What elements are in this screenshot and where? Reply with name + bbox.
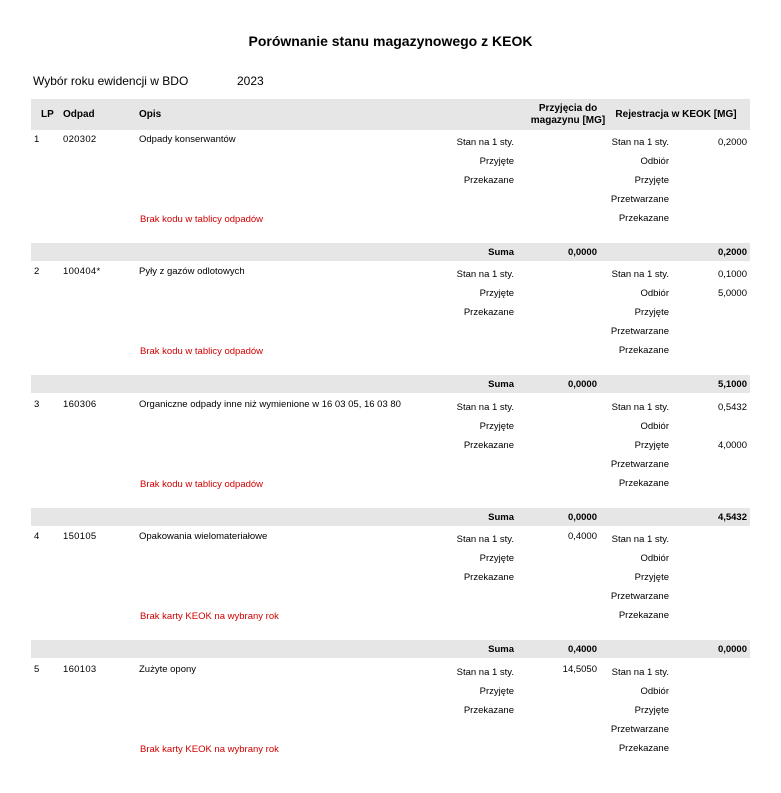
warning-text: Brak kodu w tablicy odpadów [140,479,264,490]
keok-label-przekazane: Przekazane [618,478,669,489]
keok-label-odbior: Odbiór [640,553,669,564]
label-przyjete: Przyjęte [479,553,514,564]
label-przekazane: Przekazane [463,307,514,318]
year-label: Wybór roku ewidencji w BDO [33,74,189,88]
label-przekazane: Przekazane [463,175,514,186]
sum-przyjecia: 0,4000 [567,644,597,655]
keok-label-przyjete: Przyjęte [634,705,669,716]
keok-label-przyjete: Przyjęte [634,175,669,186]
label-stan: Stan na 1 sty. [456,402,514,413]
keok-label-stan: Stan na 1 sty. [611,402,669,413]
header-odpad: Odpad [63,109,95,120]
header-przyjecia [520,103,616,127]
table-row [0,395,781,528]
sum-keok: 4,5432 [717,512,747,523]
keok-label-przyjete: Przyjęte [634,572,669,583]
row-lp: 5 [34,664,40,675]
row-description: Opakowania wielomateriałowe [139,531,268,542]
label-przyjete: Przyjęte [479,288,514,299]
przyjecia-stan-value: 14,5050 [562,664,597,675]
sum-keok: 0,2000 [717,247,747,258]
page-title: Porównanie stanu magazynowego z KEOK [248,33,533,49]
label-przyjete: Przyjęte [479,686,514,697]
row-code: 160306 [63,399,97,410]
header-lp: LP [41,109,54,120]
sum-keok: 5,1000 [717,379,747,390]
label-przekazane: Przekazane [463,705,514,716]
table-row [0,527,781,660]
keok-label-stan: Stan na 1 sty. [611,137,669,148]
table-row [0,660,781,793]
table-row [0,262,781,395]
sum-keok: 0,0000 [717,644,747,655]
keok-label-przyjete: Przyjęte [634,440,669,451]
sum-label: Suma [488,247,514,258]
sum-label: Suma [488,512,514,523]
row-description: Odpady konserwantów [139,134,236,145]
keok-label-stan: Stan na 1 sty. [611,269,669,280]
row-description: Organiczne odpady inne niż wymienione w 16 03 05, 16 03 80 [139,399,401,410]
header-przyjecia-line2: magazynu [MG] [530,115,606,126]
sum-row [31,640,750,658]
header-przyjecia-line1: Przyjęcia do [538,103,598,114]
label-przekazane: Przekazane [463,440,514,451]
keok-label-przetwarzane: Przetwarzane [610,194,669,205]
label-stan: Stan na 1 sty. [456,137,514,148]
keok-label-przetwarzane: Przetwarzane [610,459,669,470]
keok-odbior-value: 5,0000 [717,288,747,299]
keok-label-przetwarzane: Przetwarzane [610,724,669,735]
keok-label-stan: Stan na 1 sty. [611,534,669,545]
keok-label-odbior: Odbiór [640,288,669,299]
sum-przyjecia: 0,0000 [567,247,597,258]
label-stan: Stan na 1 sty. [456,667,514,678]
sum-przyjecia: 0,0000 [567,379,597,390]
row-code: 150105 [63,531,97,542]
header-keok: Rejestracja w KEOK [MG] [615,109,737,120]
label-przyjete: Przyjęte [479,156,514,167]
row-code: 020302 [63,134,97,145]
sum-row [31,375,750,393]
row-code: 100404* [63,266,101,277]
header-opis: Opis [139,109,162,120]
sum-label: Suma [488,379,514,390]
row-description: Pyły z gazów odlotowych [139,266,245,277]
keok-stan-value: 0,5432 [717,402,747,413]
warning-text: Brak karty KEOK na wybrany rok [140,611,279,622]
keok-label-przekazane: Przekazane [618,743,669,754]
label-przyjete: Przyjęte [479,421,514,432]
keok-przyjete-value: 4,0000 [717,440,747,451]
row-lp: 3 [34,399,40,410]
label-stan: Stan na 1 sty. [456,269,514,280]
sum-przyjecia: 0,0000 [567,512,597,523]
keok-label-stan: Stan na 1 sty. [611,667,669,678]
year-value[interactable]: 2023 [237,74,264,88]
warning-text: Brak kodu w tablicy odpadów [140,214,264,225]
keok-label-przekazane: Przekazane [618,213,669,224]
sum-row [31,508,750,526]
keok-stan-value: 0,2000 [717,137,747,148]
keok-label-przekazane: Przekazane [618,610,669,621]
keok-label-odbior: Odbiór [640,686,669,697]
sum-row [31,243,750,261]
warning-text: Brak kodu w tablicy odpadów [140,346,264,357]
keok-label-przekazane: Przekazane [618,345,669,356]
keok-label-przetwarzane: Przetwarzane [610,326,669,337]
keok-label-przyjete: Przyjęte [634,307,669,318]
warning-text: Brak karty KEOK na wybrany rok [140,744,279,755]
row-lp: 1 [34,134,40,145]
keok-stan-value: 0,1000 [717,269,747,280]
keok-label-odbior: Odbiór [640,421,669,432]
przyjecia-stan-value: 0,4000 [567,531,597,542]
row-lp: 4 [34,531,40,542]
table-row [0,130,781,263]
label-przekazane: Przekazane [463,572,514,583]
row-code: 160103 [63,664,97,675]
row-lp: 2 [34,266,40,277]
sum-label: Suma [488,644,514,655]
label-stan: Stan na 1 sty. [456,534,514,545]
row-description: Zużyte opony [139,664,197,675]
keok-label-przetwarzane: Przetwarzane [610,591,669,602]
keok-label-odbior: Odbiór [640,156,669,167]
